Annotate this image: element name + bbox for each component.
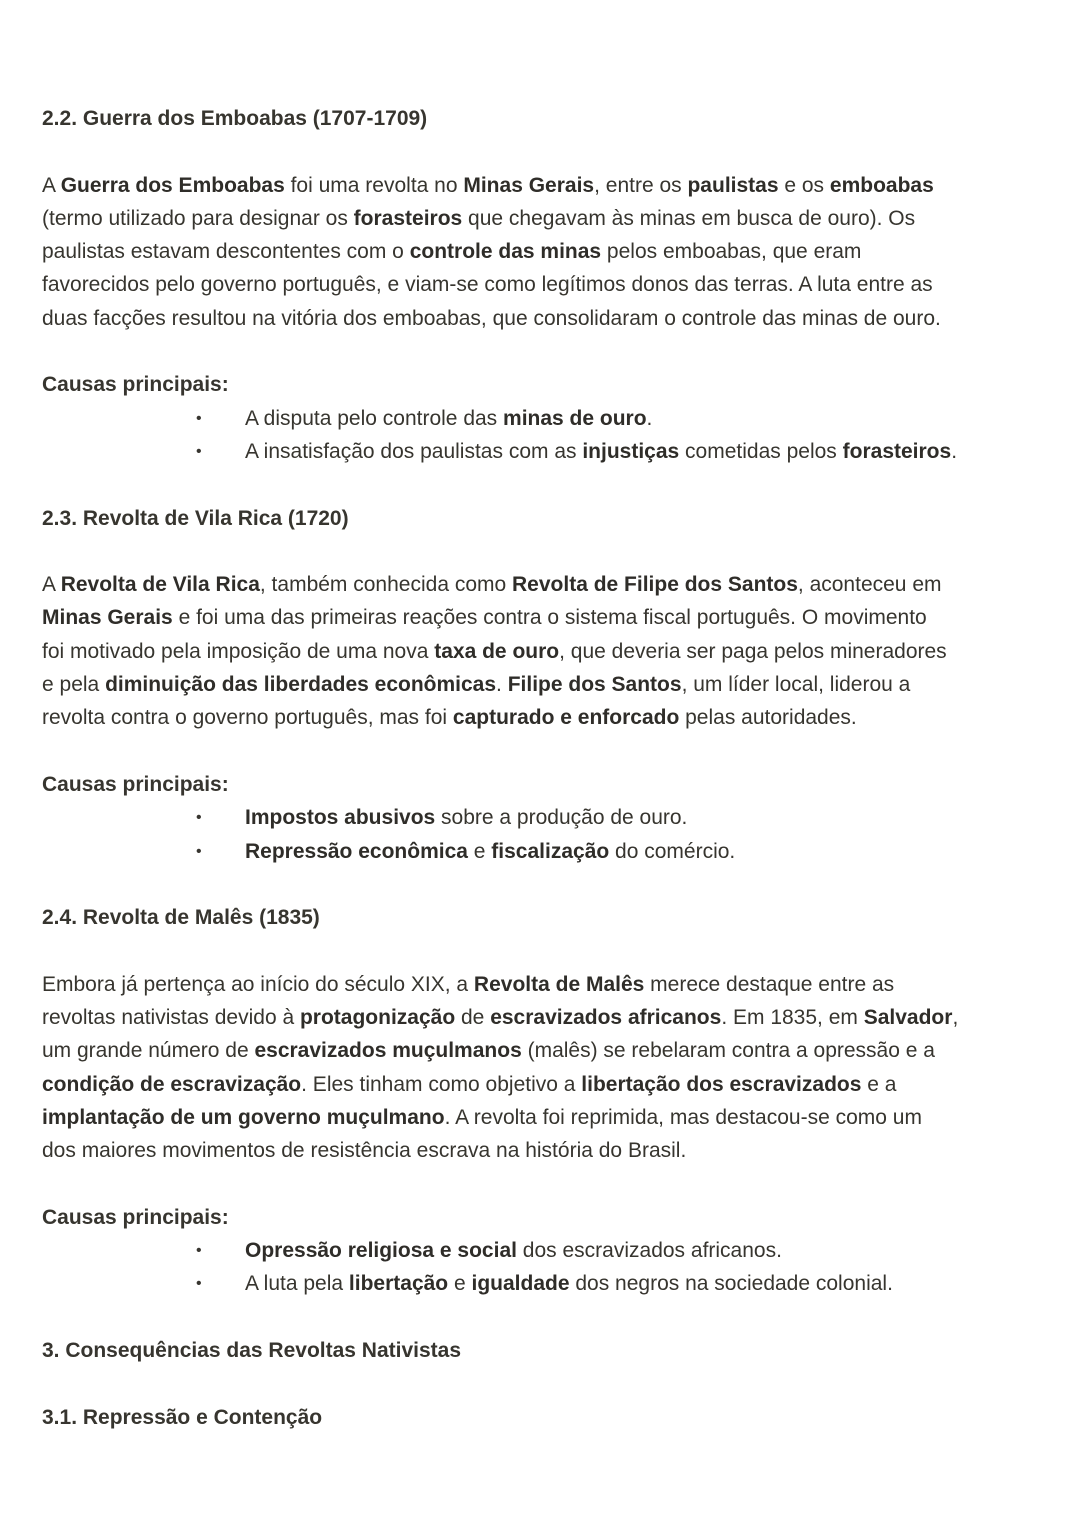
text-run: (termo utilizado para designar os [42, 206, 354, 230]
text-run: , que deveria ser paga pelos mineradores [559, 639, 947, 663]
paragraph-line [42, 1134, 1052, 1167]
spacer [42, 535, 1052, 568]
bold-text: controle das minas [409, 240, 602, 264]
bold-text: Revolta de Malês [473, 972, 645, 996]
bold-text: paulistas [687, 173, 779, 197]
bold-text: Filipe dos Santos [507, 673, 682, 697]
text-run: do comércio. [609, 839, 736, 863]
bold-text: escravizados muçulmanos [254, 1039, 522, 1063]
text-run: A insatisfação dos paulistas com as [245, 439, 583, 463]
bold-text: forasteiros [842, 439, 952, 463]
text-run: , também conhecida como [259, 573, 513, 597]
paragraph [42, 568, 1052, 734]
text-run: (malês) se rebelaram contra a opressão e a [521, 1039, 935, 1063]
text-run: e a [861, 1072, 897, 1096]
text-run: dos negros na sociedade colonial. [569, 1272, 893, 1296]
bold-text: libertação dos escravizados [581, 1072, 862, 1096]
bullet-item [42, 1267, 1052, 1300]
bullet-icon: • [196, 842, 202, 860]
text-run: e [448, 1272, 472, 1296]
paragraph-line [42, 601, 1052, 634]
spacer [42, 135, 1052, 168]
text-run: revoltas nativistas devido à [42, 1006, 300, 1030]
text-run: dos maiores movimentos de resistência escrava na história do Brasil. [42, 1139, 687, 1163]
text-run: . Eles tinham como objetivo a [301, 1072, 582, 1096]
section-heading: 3.1. Repressão e Contenção [42, 1405, 323, 1429]
paragraph-line [42, 268, 1052, 301]
spacer [42, 1301, 1052, 1334]
bold-text: Revolta de Filipe dos Santos [512, 573, 798, 597]
text-run: paulistas estavam descontentes com o [42, 240, 410, 264]
spacer [42, 735, 1052, 768]
text-run: . A revolta foi reprimida, mas destacou-se como um [444, 1105, 922, 1129]
spacer [42, 934, 1052, 967]
bullet-icon: • [196, 442, 202, 460]
text-run: A [42, 573, 61, 597]
spacer [42, 1168, 1052, 1201]
text-run: pelos emboabas, que eram [601, 240, 862, 264]
bold-text: diminuição das liberdades econômicas [105, 673, 497, 697]
text-run: duas facções resultou na vitória dos emboabas, que consolidaram o controle das minas de ouro. [42, 306, 941, 330]
bullet-item [42, 835, 1052, 868]
paragraph-line [42, 169, 1052, 202]
paragraph-line [42, 302, 1052, 335]
bullet-item [42, 435, 1052, 468]
text-run: sobre a produção de ouro. [435, 806, 688, 830]
section-heading: 3. Consequências das Revoltas Nativistas [42, 1338, 462, 1362]
text-run: . [951, 439, 958, 463]
text-run: A disputa pelo controle das [245, 406, 504, 430]
text-run: favorecidos pelo governo português, e viam-se como legítimos donos das terras. A luta entre as [42, 273, 933, 297]
section-heading: 2.2. Guerra dos Emboabas (1707-1709) [42, 107, 428, 130]
section-heading: Causas principais: [42, 1205, 229, 1229]
paragraph-line [42, 1034, 1052, 1067]
bullet-icon: • [196, 409, 202, 427]
spacer [42, 1367, 1052, 1400]
text-run: de [455, 1006, 491, 1030]
text-run: Embora já pertença ao início do século XIX, a [42, 972, 474, 996]
bold-text: emboabas [829, 173, 934, 197]
text-run: , [952, 1006, 959, 1030]
bold-text: implantação de um governo muçulmano [42, 1105, 445, 1129]
bold-text: Guerra dos Emboabas [60, 173, 285, 197]
bold-text: libertação [348, 1272, 449, 1296]
bold-text: Opressão religiosa e social [245, 1239, 517, 1263]
bold-text: taxa de ouro [434, 639, 560, 663]
bold-text: Minas Gerais [42, 606, 173, 630]
paragraph-line [42, 1068, 1052, 1101]
text-run: . Em 1835, em [721, 1006, 864, 1030]
bold-text: Repressão econômica [245, 839, 468, 863]
text-run: foi motivado pela imposição de uma nova [42, 639, 435, 663]
bold-text: capturado e enforcado [452, 706, 680, 730]
text-run: A luta pela [245, 1272, 349, 1296]
section-heading: 2.3. Revolta de Vila Rica (1720) [42, 506, 349, 530]
spacer [42, 868, 1052, 901]
bullet-icon: • [196, 1275, 202, 1293]
bold-text: Revolta de Vila Rica [60, 573, 260, 597]
paragraph-line [42, 968, 1052, 1001]
bold-text: minas de ouro [503, 406, 647, 430]
section-heading: 2.4. Revolta de Malês (1835) [42, 906, 320, 930]
text-run: e os [778, 173, 830, 197]
bold-text: fiscalização [491, 839, 610, 863]
text-run: , entre os [594, 173, 688, 197]
bullet-icon: • [196, 809, 202, 827]
bold-text: igualdade [471, 1272, 570, 1296]
paragraph-line [42, 235, 1052, 268]
document-body [42, 102, 1052, 1434]
paragraph-line [42, 1001, 1052, 1034]
text-run: que chegavam às minas em busca de ouro). Os [462, 206, 916, 230]
paragraph-line [42, 701, 1052, 734]
bold-text: forasteiros [353, 206, 463, 230]
text-run: foi uma revolta no [284, 173, 464, 197]
section-heading: Causas principais: [42, 373, 229, 397]
paragraph-line [42, 202, 1052, 235]
text-run: e foi uma das primeiras reações contra o sistema fiscal português. O movimento [172, 606, 927, 630]
text-run: cometidas pelos [679, 439, 843, 463]
bold-text: condição de escravização [42, 1072, 302, 1096]
text-run: e pela [42, 673, 106, 697]
text-run: , aconteceu em [797, 573, 942, 597]
bold-text: Minas Gerais [463, 173, 595, 197]
paragraph [42, 169, 1052, 335]
text-run: dos escravizados africanos. [516, 1239, 782, 1263]
text-run: A [42, 173, 61, 197]
paragraph-line [42, 668, 1052, 701]
spacer [42, 468, 1052, 501]
text-run: um grande número de [42, 1039, 255, 1063]
bold-text: injustiças [582, 439, 680, 463]
paragraph-line [42, 568, 1052, 601]
bold-text: Salvador [863, 1006, 953, 1030]
bullet-item [42, 402, 1052, 435]
section-heading: Causas principais: [42, 772, 229, 796]
bullet-icon: • [196, 1242, 202, 1260]
bullet-item [42, 801, 1052, 834]
text-run: e [467, 839, 492, 863]
text-run: pelas autoridades. [679, 706, 857, 730]
bold-text: protagonização [299, 1006, 456, 1030]
paragraph-line [42, 635, 1052, 668]
bold-text: Impostos abusivos [245, 806, 436, 830]
paragraph [42, 968, 1052, 1168]
text-run: . [646, 406, 653, 430]
text-run: , um líder local, liderou a [681, 673, 911, 697]
text-run: merece destaque entre as [644, 972, 895, 996]
bullet-item [42, 1234, 1052, 1267]
paragraph-line [42, 1101, 1052, 1134]
spacer [42, 335, 1052, 368]
text-run: . [496, 673, 508, 697]
bold-text: escravizados africanos [490, 1006, 722, 1030]
text-run: revolta contra o governo português, mas foi [42, 706, 453, 730]
